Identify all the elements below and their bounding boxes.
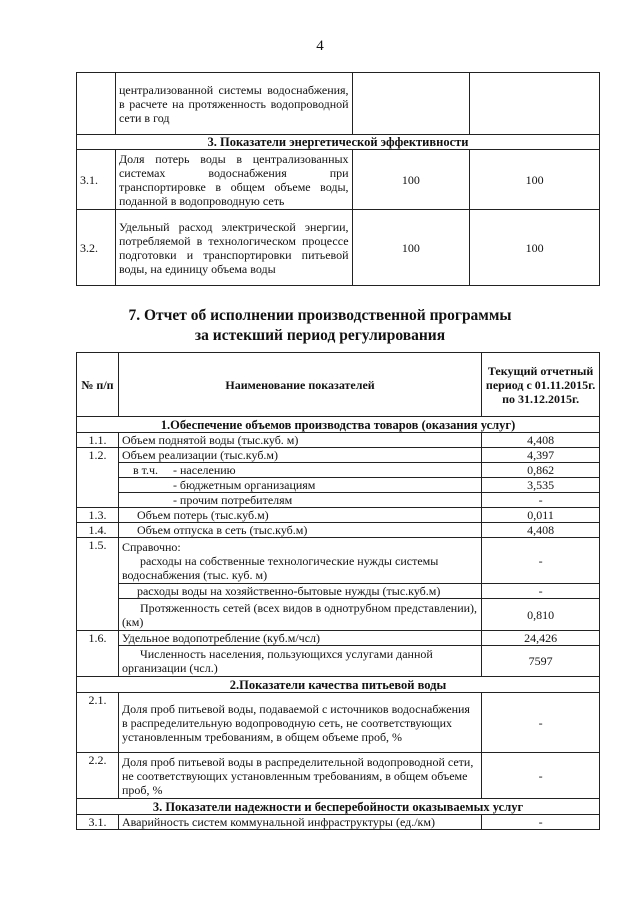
row-value: - [482,815,600,830]
table-row [77,538,600,584]
table-row [77,677,600,693]
table-row [77,135,600,150]
row-text: Доля проб питьевой воды в распределительной водопроводной сети, не соответствующих установленным требованиям, в общем объеме проб, % [118,753,481,799]
table-row [77,799,600,815]
row-number: 1.6. [77,631,119,677]
table-row [77,448,600,463]
row-value: 4,408 [482,433,600,448]
table-row [77,646,600,677]
row-subtext: расходы на собственные технологические нужды системы водоснабжения (тыс. куб. м) [121,553,439,582]
table-row [77,493,600,508]
row-prefix: в т.ч. [132,463,158,477]
row-value: 100 [352,210,470,286]
row-value: 7597 [482,646,600,677]
row-text: - бюджетным организациям [118,478,481,493]
section-title-line2: за истекший период регулирования [194,327,446,344]
row-number: 1.3. [77,508,119,523]
row-text: Объем отпуска в сеть (тыс.куб.м) [118,523,481,538]
header-num: № п/п [77,353,119,417]
row-text: - прочим потребителям [118,493,481,508]
row-text: Численность населения, пользующихся услугами данной организации (чсл.) [118,646,481,677]
row-label: Справочно: [121,539,181,554]
table-row [77,693,600,753]
row-text: Протяженность сетей (всех видов в однотрубном представлении), (км) [118,599,481,631]
table-header-row [77,353,600,417]
row-number: 1.5. [77,538,119,631]
table-row [77,150,600,210]
section-title-line1: 7. Отчет об исполнении производственной программы [128,307,512,324]
row-number: 2.1. [77,693,119,753]
table-row [77,631,600,646]
row-value: - [482,493,600,508]
row-value: 3,535 [482,478,600,493]
row-value: - [482,693,600,753]
section-heading: 2.Показатели качества питьевой воды [77,677,600,693]
row-value: 4,397 [482,448,600,463]
row-text: расходы воды на хозяйственно-бытовые нужды (тыс.куб.м) [118,584,481,599]
row-text [118,463,481,478]
row-value: - [482,538,600,584]
row-number: 3.1. [77,150,116,210]
row-text: Удельное водопотребление (куб.м/чсл) [118,631,481,646]
row-value: 100 [470,150,600,210]
table-row [77,210,600,286]
section-heading: 3. Показатели энергетической эффективности [77,135,600,150]
row-text [118,538,481,584]
table-row [77,478,600,493]
row-value: 0,810 [482,599,600,631]
row-value: 100 [352,150,470,210]
header-name: Наименование показателей [118,353,481,417]
row-number: 3.2. [77,210,116,286]
row-text: Аварийность систем коммунальной инфраструктуры (ед./км) [118,815,481,830]
row-text: Объем реализации (тыс.куб.м) [118,448,481,463]
row-value: 0,011 [482,508,600,523]
table-row [77,599,600,631]
table-row [77,463,600,478]
table-row [77,584,600,599]
row-value: 0,862 [482,463,600,478]
program-report-table [76,352,600,830]
header-period: Текущий отчетный период с 01.11.2015г. по 31.12.2015г. [482,353,600,417]
energy-efficiency-table [76,72,600,286]
continued-text: централизованной системы водоснабжения, в расчете на протяженность водопроводной сети в год [115,73,352,135]
row-subtext: - населению [172,463,236,477]
table-row [77,417,600,433]
table-row [77,508,600,523]
table-row [77,815,600,830]
row-value: - [482,753,600,799]
row-number: 3.1. [77,815,119,830]
row-text: Объем потерь (тыс.куб.м) [118,508,481,523]
row-text: Удельный расход электрической энергии, потребляемой в технологическом процессе подготовки и транспортировки питьевой воды, на единицу объема воды [115,210,352,286]
table-row [77,433,600,448]
row-value: 4,408 [482,523,600,538]
row-number: 2.2. [77,753,119,799]
row-text: Доля потерь воды в централизованных системах водоснабжения при транспортировке в общем объеме воды, поданной в водопроводную сеть [115,150,352,210]
page-number: 4 [316,38,324,54]
row-text: Объем поднятой воды (тыс.куб. м) [118,433,481,448]
row-value: 100 [470,210,600,286]
section-heading: 1.Обеспечение объемов производства товаров (оказания услуг) [77,417,600,433]
table-row [77,523,600,538]
row-value: 24,426 [482,631,600,646]
row-text: Доля проб питьевой воды, подаваемой с источников водоснабжения в распределительную водопроводную сеть, не соответствующих установленным требованиям, в общем объеме проб, % [118,693,481,753]
section-heading: 3. Показатели надежности и бесперебойности оказываемых услуг [77,799,600,815]
row-number: 1.1. [77,433,119,448]
table-row [77,753,600,799]
row-value: - [482,584,600,599]
row-number: 1.2. [77,448,119,508]
row-number: 1.4. [77,523,119,538]
table-row [77,73,600,135]
